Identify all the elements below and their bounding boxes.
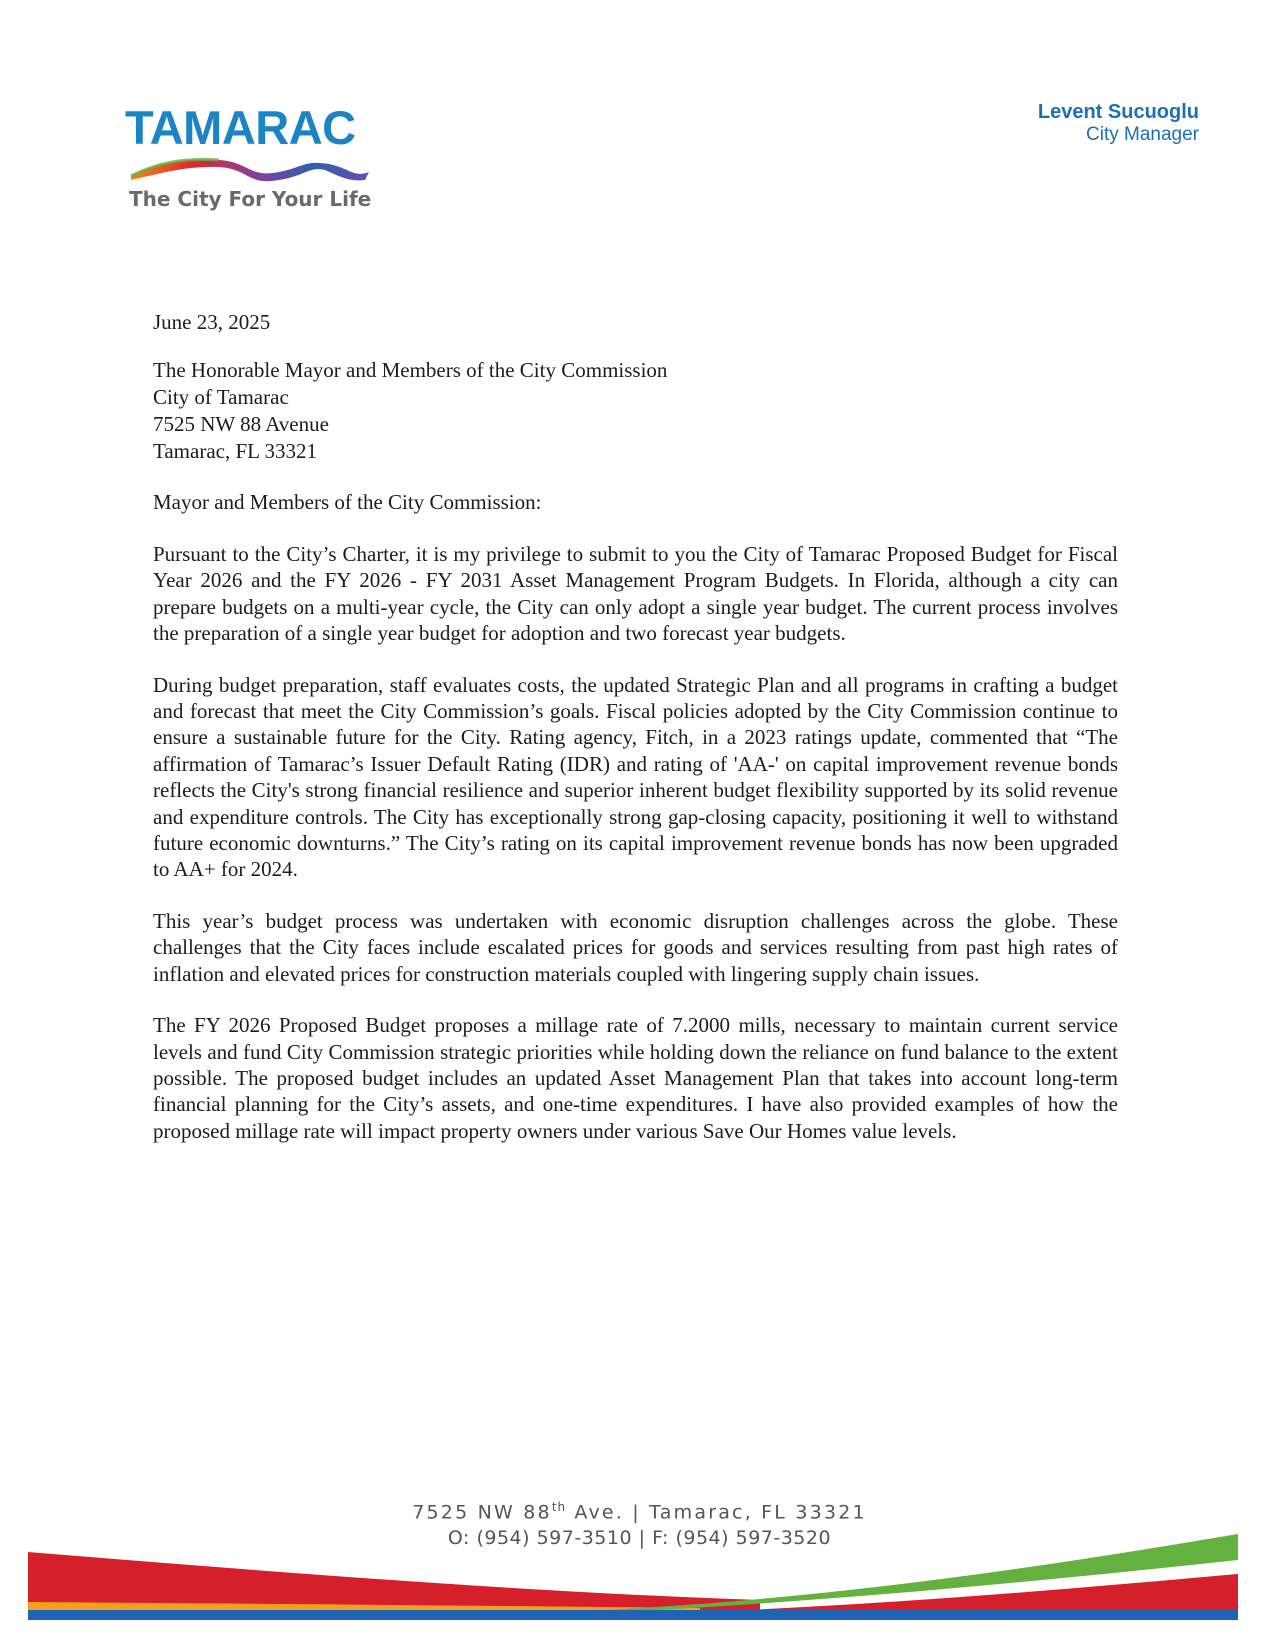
- paragraph-economic-challenges: This year’s budget process was undertaken with economic disruption challenges across the globe. These challenges that the City faces include escalated prices for goods and services resulting from past high rates of inflation and elevated prices for construction materials coupled with lingering supply chain issues.: [153, 908, 1118, 986]
- logo-tagline: The City For Your Life: [129, 187, 372, 211]
- address-line: City of Tamarac: [153, 385, 289, 409]
- footer-street-suffix: th: [551, 1500, 567, 1514]
- footer-separator: |: [632, 1501, 641, 1524]
- footer-phone: O: (954) 597-3510: [447, 1527, 633, 1549]
- paragraph-fitch-rating: During budget preparation, staff evaluates costs, the updated Strategic Plan and all programs in crafting a budget and forecast that meet the City Commission’s goals. Fiscal policies adopted by the City Commission continue to ensure a sustainable future for the City. Rating agency, Fitch, in a 2023 ratings update, commented that “The affirmation of Tamarac’s Issuer Default Rating (IDR) and rating of 'AA-' on capital improvement revenue bonds reflects the City's strong financial resilience and superior inherent budget flexibility supported by its solid revenue and expenditure controls. The City has exceptionally strong gap-closing capacity, positioning it well to withstand future economic downturns.” The City’s rating on its capital improvement revenue bonds has now been upgraded to AA+ for 2024.: [153, 672, 1118, 882]
- letter-date: June 23, 2025: [153, 310, 271, 334]
- footer-city: Tamarac, FL 33321: [649, 1501, 867, 1524]
- salutation: Mayor and Members of the City Commission:: [153, 490, 542, 514]
- address-line: Tamarac, FL 33321: [153, 439, 317, 463]
- sender-title: City Manager: [1086, 124, 1199, 145]
- footer-contact-line: [0, 1527, 1279, 1549]
- tamarac-logo: [125, 100, 405, 220]
- paragraph-charter: Pursuant to the City’s Charter, it is my privilege to submit to you the City of Tamarac Proposed Budget for Fiscal Year 2026 and the FY 2026 - FY 2031 Asset Management Program Budgets. In Florida, although a city can prepare budgets on a multi-year cycle, the City can only adopt a single year budget. The current process involves the preparation of a single year budget for adoption and two forecast year budgets.: [153, 542, 1118, 646]
- recipient-address: [153, 357, 1118, 465]
- footer-address-line: [0, 1500, 1279, 1523]
- sender-block: [1038, 100, 1199, 146]
- logo-wordmark: TAMARAC: [125, 101, 356, 154]
- band-blue-base: [28, 1610, 1238, 1620]
- footer-separator: |: [638, 1527, 646, 1549]
- footer-fax: F: (954) 597-3520: [652, 1527, 832, 1549]
- paragraph-millage-rate: The FY 2026 Proposed Budget proposes a millage rate of 7.2000 mills, necessary to maintain current service levels and fund City Commission strategic priorities while holding down the reliance on fund balance to the extent possible. The proposed budget includes an updated Asset Management Plan that takes into account long-term financial planning for the City’s assets, and one-time expenditures. I have also provided examples of how the proposed millage rate will impact property owners under various Save Our Homes value levels.: [153, 1013, 1118, 1143]
- address-line: The Honorable Mayor and Members of the City Commission: [153, 358, 668, 382]
- logo-wave-icon: [129, 152, 379, 186]
- footer-street-end: Ave.: [566, 1501, 625, 1524]
- letter-body: [153, 308, 1118, 1144]
- footer-street: 7525 NW 88: [412, 1501, 552, 1524]
- address-line: 7525 NW 88 Avenue: [153, 412, 329, 436]
- sender-name: Levent Sucuoglu: [1037, 101, 1199, 123]
